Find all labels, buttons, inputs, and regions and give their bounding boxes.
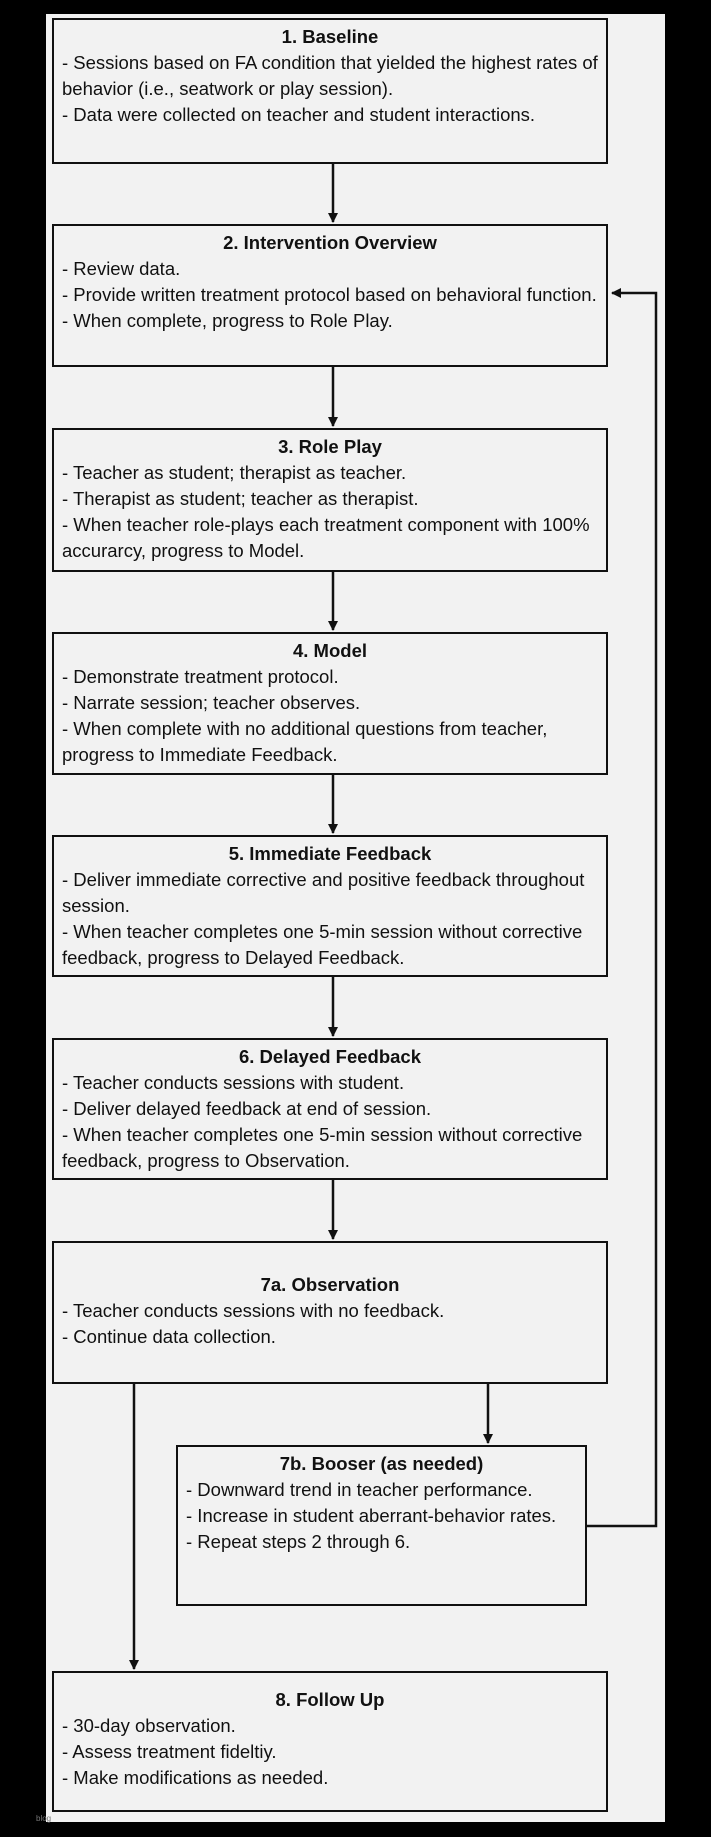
step-immediate-feedback-title: 5. Immediate Feedback — [228, 843, 432, 864]
step-delayed-feedback-item: - Deliver delayed feedback at end of session. — [62, 1098, 432, 1119]
step-follow-up-item: - Assess treatment fideltiy. — [62, 1741, 277, 1762]
step-intervention-overview-box — [52, 224, 608, 367]
step-intervention-overview-item: - Review data. — [62, 258, 181, 279]
step-role-play-item: - Therapist as student; teacher as therapist. — [62, 488, 419, 509]
step-intervention-overview-item: - When complete, progress to Role Play. — [62, 310, 393, 331]
step-baseline-item: - Sessions based on FA condition that yielded the highest rates of behavior (i.e., seatwork or play session). — [62, 52, 598, 99]
step-model-box — [52, 632, 608, 775]
step-model-item: - Narrate session; teacher observes. — [62, 692, 361, 713]
step-role-play-title: 3. Role Play — [278, 436, 382, 457]
step-booster-box — [176, 1445, 587, 1606]
step-baseline-box — [52, 18, 608, 164]
step-delayed-feedback-box — [52, 1038, 608, 1180]
step-delayed-feedback-title: 6. Delayed Feedback — [238, 1046, 421, 1067]
step-role-play-item: - Teacher as student; therapist as teacher. — [62, 462, 407, 483]
step-baseline-item: - Data were collected on teacher and student interactions. — [62, 104, 536, 125]
step-model-item: - Demonstrate treatment protocol. — [62, 666, 339, 687]
step-baseline-title: 1. Baseline — [281, 26, 379, 47]
step-follow-up-item: - Make modifications as needed. — [62, 1767, 329, 1788]
step-booster-item: - Downward trend in teacher performance. — [186, 1479, 533, 1500]
step-immediate-feedback-item: - When teacher completes one 5-min session without corrective feedback, progress to Delayed Feedback. — [62, 921, 583, 968]
step-intervention-overview-item: - Provide written treatment protocol based on behavioral function. — [62, 284, 597, 305]
step-booster-title: 7b. Booser (as needed) — [279, 1453, 484, 1474]
step-intervention-overview-title: 2. Intervention Overview — [223, 232, 437, 253]
step-observation-item: - Continue data collection. — [62, 1326, 276, 1347]
step-immediate-feedback-item: - Deliver immediate corrective and positive feedback throughout session. — [62, 869, 585, 916]
step-follow-up-title: 8. Follow Up — [275, 1689, 385, 1710]
step-role-play-box — [52, 428, 608, 572]
step-follow-up-box — [52, 1671, 608, 1812]
step-observation-item: - Teacher conducts sessions with no feedback. — [62, 1300, 445, 1321]
step-model-title: 4. Model — [292, 640, 367, 661]
step-delayed-feedback-item: - Teacher conducts sessions with student. — [62, 1072, 405, 1093]
watermark-text: blog — [36, 1814, 52, 1823]
step-role-play-item: - When teacher role-plays each treatment component with 100% accurarcy, progress to Model. — [62, 514, 590, 561]
step-immediate-feedback-box — [52, 835, 608, 977]
step-booster-item: - Repeat steps 2 through 6. — [186, 1531, 411, 1552]
step-delayed-feedback-item: - When teacher completes one 5-min session without corrective feedback, progress to Observation. — [62, 1124, 583, 1171]
step-booster-item: - Increase in student aberrant-behavior rates. — [186, 1505, 557, 1526]
step-follow-up-item: - 30-day observation. — [62, 1715, 236, 1736]
step-observation-box — [52, 1241, 608, 1384]
step-model-item: - When complete with no additional questions from teacher, progress to Immediate Feedback. — [62, 718, 548, 765]
step-observation-title: 7a. Observation — [260, 1274, 400, 1295]
